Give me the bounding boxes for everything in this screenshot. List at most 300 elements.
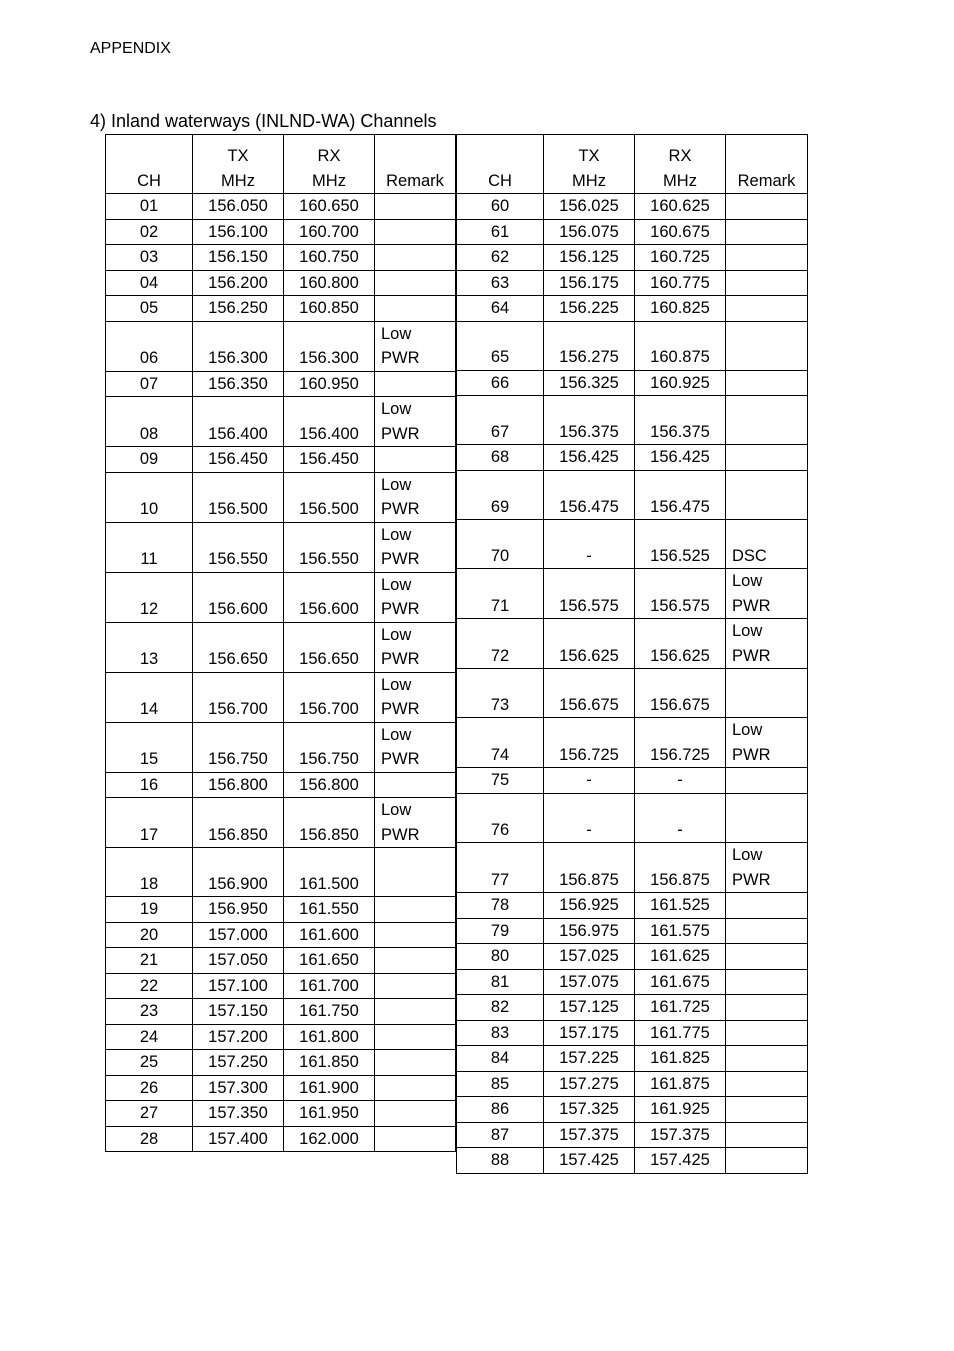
cell-ch: 83 <box>457 1020 544 1046</box>
column-header-remark: Remark <box>726 135 808 194</box>
cell-tx: 156.650 <box>193 622 284 672</box>
cell-ch: 28 <box>106 1126 193 1152</box>
cell-rx: 156.850 <box>284 798 375 848</box>
cell-rx: 160.775 <box>635 270 726 296</box>
table-row <box>457 296 808 322</box>
cell-remark: Low PWR <box>726 569 808 619</box>
cell-rx: 156.675 <box>635 669 726 718</box>
cell-rx: 160.825 <box>635 296 726 322</box>
cell-remark <box>375 371 456 397</box>
cell-rx: 161.750 <box>284 999 375 1025</box>
table-row <box>106 321 456 371</box>
cell-tx: 157.200 <box>193 1024 284 1050</box>
table-row <box>457 445 808 471</box>
cell-rx: 156.700 <box>284 672 375 722</box>
cell-tx: 157.050 <box>193 948 284 974</box>
cell-ch: 74 <box>457 718 544 768</box>
cell-ch: 88 <box>457 1148 544 1174</box>
channel-rows-left <box>106 194 456 1152</box>
cell-tx: 156.125 <box>544 245 635 271</box>
table-row <box>106 1024 456 1050</box>
cell-rx: 156.525 <box>635 520 726 569</box>
cell-rx: 156.625 <box>635 619 726 669</box>
cell-ch: 77 <box>457 843 544 893</box>
cell-remark <box>726 1097 808 1123</box>
cell-tx: 157.275 <box>544 1071 635 1097</box>
table-row <box>457 619 808 669</box>
cell-tx: 156.250 <box>193 296 284 322</box>
cell-tx: 156.300 <box>193 321 284 371</box>
table-row <box>457 569 808 619</box>
table-row <box>106 848 456 897</box>
cell-remark <box>375 973 456 999</box>
cell-ch: 14 <box>106 672 193 722</box>
cell-rx: 156.450 <box>284 447 375 473</box>
cell-tx: 156.750 <box>193 722 284 772</box>
channel-table-left <box>105 134 456 1152</box>
cell-rx: 161.675 <box>635 969 726 995</box>
table-row <box>106 371 456 397</box>
cell-tx: 156.475 <box>544 470 635 519</box>
cell-rx: 156.650 <box>284 622 375 672</box>
cell-rx: 160.675 <box>635 219 726 245</box>
cell-tx: 156.550 <box>193 522 284 572</box>
cell-remark <box>375 447 456 473</box>
cell-remark <box>726 944 808 970</box>
cell-ch: 80 <box>457 944 544 970</box>
cell-rx: 161.800 <box>284 1024 375 1050</box>
cell-tx: 157.325 <box>544 1097 635 1123</box>
cell-ch: 75 <box>457 768 544 794</box>
cell-tx: 156.875 <box>544 843 635 893</box>
table-row <box>457 1097 808 1123</box>
table-row <box>106 572 456 622</box>
cell-tx: 156.925 <box>544 893 635 919</box>
table-row <box>106 672 456 722</box>
cell-remark: Low PWR <box>375 722 456 772</box>
table-row <box>457 1122 808 1148</box>
cell-tx: 157.075 <box>544 969 635 995</box>
cell-tx: 157.350 <box>193 1101 284 1127</box>
cell-tx: 156.350 <box>193 371 284 397</box>
cell-ch: 69 <box>457 470 544 519</box>
cell-ch: 26 <box>106 1075 193 1101</box>
cell-remark <box>375 1050 456 1076</box>
cell-tx: 156.500 <box>193 472 284 522</box>
cell-tx: 157.425 <box>544 1148 635 1174</box>
cell-remark <box>375 1126 456 1152</box>
cell-ch: 07 <box>106 371 193 397</box>
table-header-row <box>106 135 456 194</box>
cell-ch: 66 <box>457 370 544 396</box>
cell-rx: 161.775 <box>635 1020 726 1046</box>
cell-rx: 161.550 <box>284 897 375 923</box>
cell-tx: 156.900 <box>193 848 284 897</box>
cell-tx: 157.100 <box>193 973 284 999</box>
cell-tx: 156.600 <box>193 572 284 622</box>
cell-remark <box>375 897 456 923</box>
cell-tx: 156.050 <box>193 194 284 220</box>
cell-tx: 157.300 <box>193 1075 284 1101</box>
column-header-rx: RX MHz <box>284 135 375 194</box>
cell-remark <box>726 918 808 944</box>
table-row <box>457 669 808 718</box>
cell-rx: 161.525 <box>635 893 726 919</box>
cell-remark <box>375 1101 456 1127</box>
cell-ch: 20 <box>106 922 193 948</box>
cell-remark <box>726 1046 808 1072</box>
cell-rx: - <box>635 793 726 842</box>
cell-ch: 25 <box>106 1050 193 1076</box>
cell-remark <box>375 848 456 897</box>
cell-ch: 02 <box>106 219 193 245</box>
table-row <box>106 522 456 572</box>
table-row <box>457 893 808 919</box>
cell-rx: 157.375 <box>635 1122 726 1148</box>
cell-ch: 18 <box>106 848 193 897</box>
cell-remark <box>375 922 456 948</box>
cell-ch: 73 <box>457 669 544 718</box>
table-row <box>457 470 808 519</box>
cell-remark <box>726 1071 808 1097</box>
cell-remark: Low PWR <box>726 718 808 768</box>
cell-tx: 156.625 <box>544 619 635 669</box>
cell-rx: 156.575 <box>635 569 726 619</box>
cell-ch: 17 <box>106 798 193 848</box>
cell-tx: 156.375 <box>544 396 635 445</box>
table-row <box>457 396 808 445</box>
cell-ch: 19 <box>106 897 193 923</box>
table-row <box>457 245 808 271</box>
cell-ch: 01 <box>106 194 193 220</box>
cell-tx: 157.375 <box>544 1122 635 1148</box>
table-row <box>457 969 808 995</box>
cell-rx: 160.625 <box>635 194 726 220</box>
cell-ch: 60 <box>457 194 544 220</box>
cell-ch: 13 <box>106 622 193 672</box>
cell-ch: 61 <box>457 219 544 245</box>
cell-remark <box>375 194 456 220</box>
cell-ch: 62 <box>457 245 544 271</box>
cell-tx: 156.275 <box>544 321 635 370</box>
cell-tx: 157.225 <box>544 1046 635 1072</box>
cell-remark <box>726 445 808 471</box>
cell-remark: Low PWR <box>375 798 456 848</box>
cell-remark <box>726 470 808 519</box>
cell-ch: 12 <box>106 572 193 622</box>
table-header-row <box>457 135 808 194</box>
cell-rx: 161.625 <box>635 944 726 970</box>
table-row <box>457 843 808 893</box>
table-row <box>457 793 808 842</box>
cell-tx: 156.225 <box>544 296 635 322</box>
table-row <box>106 1101 456 1127</box>
cell-ch: 79 <box>457 918 544 944</box>
cell-rx: 160.650 <box>284 194 375 220</box>
cell-ch: 67 <box>457 396 544 445</box>
cell-ch: 22 <box>106 973 193 999</box>
cell-tx: 156.150 <box>193 245 284 271</box>
section-title: 4) Inland waterways (INLND-WA) Channels <box>90 111 437 131</box>
table-row <box>457 995 808 1021</box>
cell-tx: 156.700 <box>193 672 284 722</box>
table-row <box>457 1020 808 1046</box>
cell-ch: 15 <box>106 722 193 772</box>
cell-ch: 63 <box>457 270 544 296</box>
cell-tx: 156.675 <box>544 669 635 718</box>
column-header-tx: TX MHz <box>544 135 635 194</box>
table-row <box>457 520 808 569</box>
table-row <box>457 718 808 768</box>
cell-ch: 09 <box>106 447 193 473</box>
cell-ch: 86 <box>457 1097 544 1123</box>
table-row <box>106 219 456 245</box>
column-header-remark: Remark <box>375 135 456 194</box>
cell-remark <box>375 245 456 271</box>
cell-tx: 156.575 <box>544 569 635 619</box>
table-row <box>106 397 456 447</box>
cell-tx: 156.400 <box>193 397 284 447</box>
cell-remark: Low PWR <box>726 619 808 669</box>
cell-remark <box>375 1075 456 1101</box>
table-row <box>106 296 456 322</box>
table-row <box>457 1071 808 1097</box>
table-row <box>106 922 456 948</box>
cell-remark: Low PWR <box>375 522 456 572</box>
cell-remark <box>375 772 456 798</box>
table-row <box>106 447 456 473</box>
cell-ch: 76 <box>457 793 544 842</box>
cell-rx: 161.950 <box>284 1101 375 1127</box>
table-row <box>106 948 456 974</box>
cell-remark <box>726 194 808 220</box>
page-header: APPENDIX <box>90 40 171 57</box>
column-header-ch: CH <box>457 135 544 194</box>
cell-remark <box>726 219 808 245</box>
cell-remark <box>726 396 808 445</box>
column-header-ch: CH <box>106 135 193 194</box>
cell-remark <box>726 893 808 919</box>
cell-ch: 72 <box>457 619 544 669</box>
cell-ch: 65 <box>457 321 544 370</box>
cell-rx: 161.600 <box>284 922 375 948</box>
cell-tx: 156.325 <box>544 370 635 396</box>
column-header-tx: TX MHz <box>193 135 284 194</box>
cell-tx: 156.075 <box>544 219 635 245</box>
cell-tx: 156.850 <box>193 798 284 848</box>
cell-remark: Low PWR <box>375 397 456 447</box>
cell-rx: 160.950 <box>284 371 375 397</box>
cell-tx: - <box>544 768 635 794</box>
cell-tx: 157.400 <box>193 1126 284 1152</box>
cell-remark: Low PWR <box>375 472 456 522</box>
cell-rx: 160.750 <box>284 245 375 271</box>
cell-ch: 82 <box>457 995 544 1021</box>
cell-rx: 161.725 <box>635 995 726 1021</box>
cell-ch: 87 <box>457 1122 544 1148</box>
cell-rx: 161.500 <box>284 848 375 897</box>
table-row <box>457 918 808 944</box>
cell-remark <box>375 1024 456 1050</box>
cell-rx: 161.925 <box>635 1097 726 1123</box>
cell-tx: 157.000 <box>193 922 284 948</box>
table-row <box>457 768 808 794</box>
cell-ch: 64 <box>457 296 544 322</box>
cell-remark <box>726 1020 808 1046</box>
cell-tx: 156.725 <box>544 718 635 768</box>
cell-ch: 11 <box>106 522 193 572</box>
cell-remark: Low PWR <box>375 622 456 672</box>
cell-rx: 162.000 <box>284 1126 375 1152</box>
table-row <box>106 722 456 772</box>
cell-ch: 68 <box>457 445 544 471</box>
table-row <box>106 622 456 672</box>
cell-rx: 156.475 <box>635 470 726 519</box>
cell-ch: 05 <box>106 296 193 322</box>
cell-tx: 156.100 <box>193 219 284 245</box>
cell-ch: 23 <box>106 999 193 1025</box>
table-row <box>106 1075 456 1101</box>
table-row <box>457 194 808 220</box>
cell-ch: 84 <box>457 1046 544 1072</box>
cell-tx: 156.950 <box>193 897 284 923</box>
cell-tx: 156.025 <box>544 194 635 220</box>
table-row <box>106 472 456 522</box>
cell-rx: 161.825 <box>635 1046 726 1072</box>
cell-remark <box>726 370 808 396</box>
cell-ch: 24 <box>106 1024 193 1050</box>
cell-tx: 156.175 <box>544 270 635 296</box>
cell-ch: 21 <box>106 948 193 974</box>
cell-remark <box>726 321 808 370</box>
cell-remark: DSC <box>726 520 808 569</box>
table-row <box>106 194 456 220</box>
table-row <box>457 270 808 296</box>
cell-remark: Low PWR <box>726 843 808 893</box>
cell-rx: 160.925 <box>635 370 726 396</box>
cell-remark: Low PWR <box>375 321 456 371</box>
cell-rx: 160.700 <box>284 219 375 245</box>
table-row <box>106 245 456 271</box>
table-row <box>457 219 808 245</box>
cell-remark <box>375 219 456 245</box>
cell-remark <box>726 1148 808 1174</box>
column-header-rx: RX MHz <box>635 135 726 194</box>
cell-rx: 161.650 <box>284 948 375 974</box>
cell-rx: 156.800 <box>284 772 375 798</box>
cell-rx: 160.725 <box>635 245 726 271</box>
table-row <box>457 1046 808 1072</box>
cell-rx: 156.375 <box>635 396 726 445</box>
cell-rx: 161.575 <box>635 918 726 944</box>
cell-tx: 157.250 <box>193 1050 284 1076</box>
cell-rx: 156.500 <box>284 472 375 522</box>
cell-ch: 10 <box>106 472 193 522</box>
table-row <box>457 944 808 970</box>
cell-rx: 161.900 <box>284 1075 375 1101</box>
cell-ch: 08 <box>106 397 193 447</box>
cell-rx: 156.600 <box>284 572 375 622</box>
cell-tx: - <box>544 520 635 569</box>
cell-rx: 161.875 <box>635 1071 726 1097</box>
table-row <box>106 999 456 1025</box>
table-row <box>457 321 808 370</box>
cell-remark: Low PWR <box>375 672 456 722</box>
cell-rx: - <box>635 768 726 794</box>
table-row <box>106 270 456 296</box>
table-row <box>106 798 456 848</box>
table-row <box>106 772 456 798</box>
cell-tx: 156.425 <box>544 445 635 471</box>
table-row <box>106 1050 456 1076</box>
cell-rx: 160.875 <box>635 321 726 370</box>
cell-tx: 157.150 <box>193 999 284 1025</box>
cell-ch: 03 <box>106 245 193 271</box>
cell-remark <box>726 669 808 718</box>
cell-rx: 156.400 <box>284 397 375 447</box>
cell-tx: 156.450 <box>193 447 284 473</box>
cell-tx: 156.200 <box>193 270 284 296</box>
cell-remark <box>726 995 808 1021</box>
cell-remark <box>726 768 808 794</box>
cell-rx: 161.700 <box>284 973 375 999</box>
channel-rows-right <box>457 194 808 1174</box>
cell-tx: 156.975 <box>544 918 635 944</box>
cell-rx: 156.750 <box>284 722 375 772</box>
cell-rx: 156.875 <box>635 843 726 893</box>
cell-remark <box>726 296 808 322</box>
table-row <box>106 897 456 923</box>
cell-tx: 157.125 <box>544 995 635 1021</box>
cell-remark <box>726 270 808 296</box>
cell-ch: 16 <box>106 772 193 798</box>
cell-rx: 156.300 <box>284 321 375 371</box>
cell-ch: 78 <box>457 893 544 919</box>
cell-rx: 157.425 <box>635 1148 726 1174</box>
cell-rx: 156.550 <box>284 522 375 572</box>
cell-tx: - <box>544 793 635 842</box>
channel-table-right <box>456 134 808 1174</box>
cell-remark <box>726 793 808 842</box>
cell-tx: 157.175 <box>544 1020 635 1046</box>
cell-ch: 27 <box>106 1101 193 1127</box>
cell-rx: 161.850 <box>284 1050 375 1076</box>
table-row <box>106 1126 456 1152</box>
cell-remark <box>375 999 456 1025</box>
cell-rx: 156.425 <box>635 445 726 471</box>
cell-ch: 06 <box>106 321 193 371</box>
cell-remark <box>375 296 456 322</box>
cell-rx: 156.725 <box>635 718 726 768</box>
cell-remark <box>726 969 808 995</box>
cell-remark: Low PWR <box>375 572 456 622</box>
cell-remark <box>375 948 456 974</box>
cell-tx: 156.800 <box>193 772 284 798</box>
cell-ch: 81 <box>457 969 544 995</box>
cell-rx: 160.850 <box>284 296 375 322</box>
cell-remark <box>375 270 456 296</box>
table-row <box>106 973 456 999</box>
cell-remark <box>726 1122 808 1148</box>
table-row <box>457 370 808 396</box>
cell-ch: 04 <box>106 270 193 296</box>
cell-rx: 160.800 <box>284 270 375 296</box>
cell-remark <box>726 245 808 271</box>
cell-ch: 71 <box>457 569 544 619</box>
cell-tx: 157.025 <box>544 944 635 970</box>
table-row <box>457 1148 808 1174</box>
cell-ch: 85 <box>457 1071 544 1097</box>
